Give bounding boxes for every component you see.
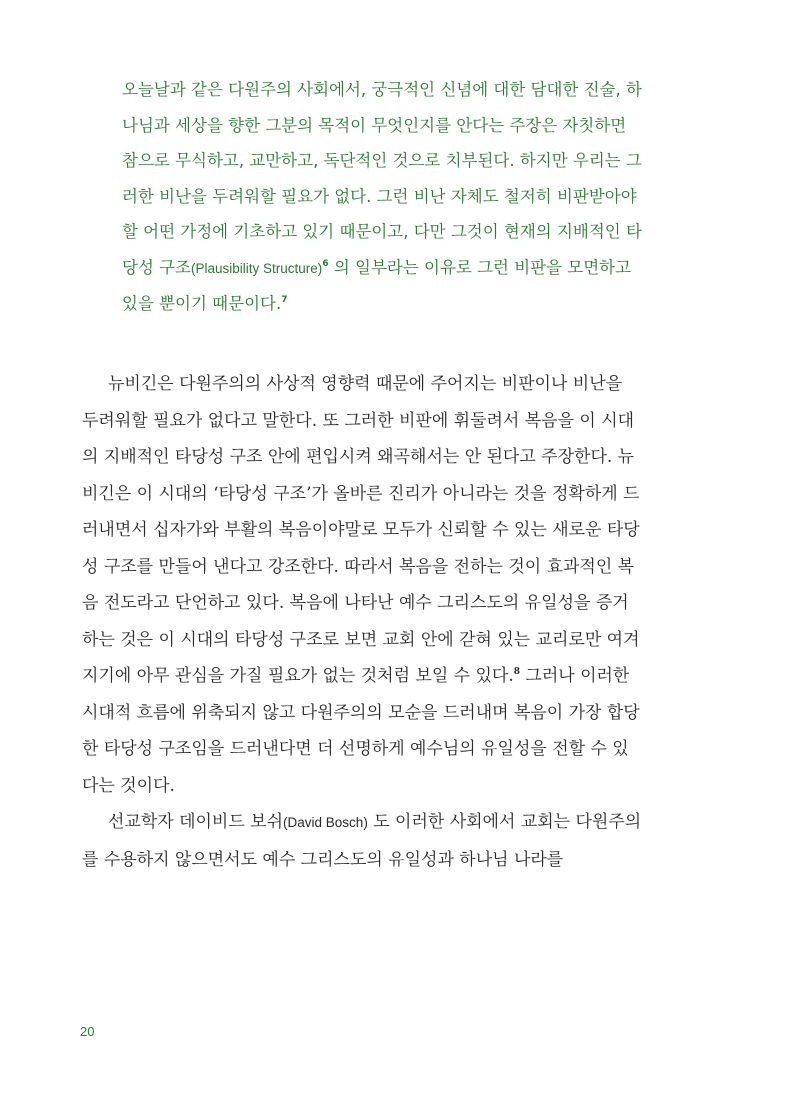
footnote-ref[interactable]: 8 [513,667,521,677]
quote-latin-term: (Plausibility Structure) [191,260,323,276]
body-text-run: 도 이러한 사회에서 교회는 다원주의를 수용하지 않으면서도 예수 그리스도의 유일성과 하나님 나라를 [82,812,642,870]
body-text-run: 그러나 이러한 시대적 흐름에 위축되지 않고 다원주의의 모순을 드러내며 복음이 가장 합당한 타당성 구조임을 드러낸다면 더 선명하게 예수님의 유일성을 전할 수 있다는 것이다. [82,666,640,796]
body-text-run: 선교학자 데이비드 보쉬 [108,812,284,832]
footnote-ref[interactable]: 6 [322,258,329,269]
quote-text: 오늘날과 같은 다원주의 사회에서, 궁극적인 신념에 대한 담대한 진술, 하나님과 세상을 향한 그분의 목적이 무엇인지를 안다는 주장은 자칫하면 참으로 무식하고, 교만하고, 독단적인 것으로 치부된다. 하지만 우리는 그러한 비난을 두려워할 필요가 없다. 그런 비난 자체도 철저히 비판받아야 할 어떤 가정에 기초하고 있기 때문이고, 다만 그것이 현재의 지배적인 타당성 구조 [122,80,642,277]
block-quote [122,72,642,322]
page-number: 20 [80,1024,95,1039]
body-text [82,366,642,878]
quote-text-end: 의 일부라는 이유로 그런 비판을 모면하고 있을 뿐이기 때문이다. [122,257,632,313]
latin-name: (David Bosch) [283,815,368,830]
body-paragraph [82,366,642,804]
footnote-ref[interactable]: 7 [281,295,288,305]
quote-paragraph [122,72,642,322]
body-text-run: 뉴비긴은 다원주의의 사상적 영향력 때문에 주어지는 비판이나 비난을 두려워할 필요가 없다고 말한다. 또 그러한 비판에 휘둘려서 복음을 이 시대의 지배적인 타당성 구조 안에 편입시켜 왜곡해서는 안 된다고 주장한다. 뉴비긴은 이 시대의 ‘타당성 구조’가 올바른 진리가 아니라는 것을 정확하게 드러내면서 십자가와 부활의 복음이야말로 모두가 신뢰할 수 있는 새로운 타당성 구조를 만들어 낸다고 강조한다. 따라서 복음을 전하는 것이 효과적인 복음 전도라고 단언하고 있다. 복음에 나타난 예수 그리스도의 유일성을 증거하는 것은 이 시대의 타당성 구조로 보면 교회 안에 갇혀 있는 교리로만 여겨지기에 아무 관심을 가질 필요가 없는 것처럼 보일 수 있다. [82,374,640,686]
body-paragraph [82,804,642,878]
